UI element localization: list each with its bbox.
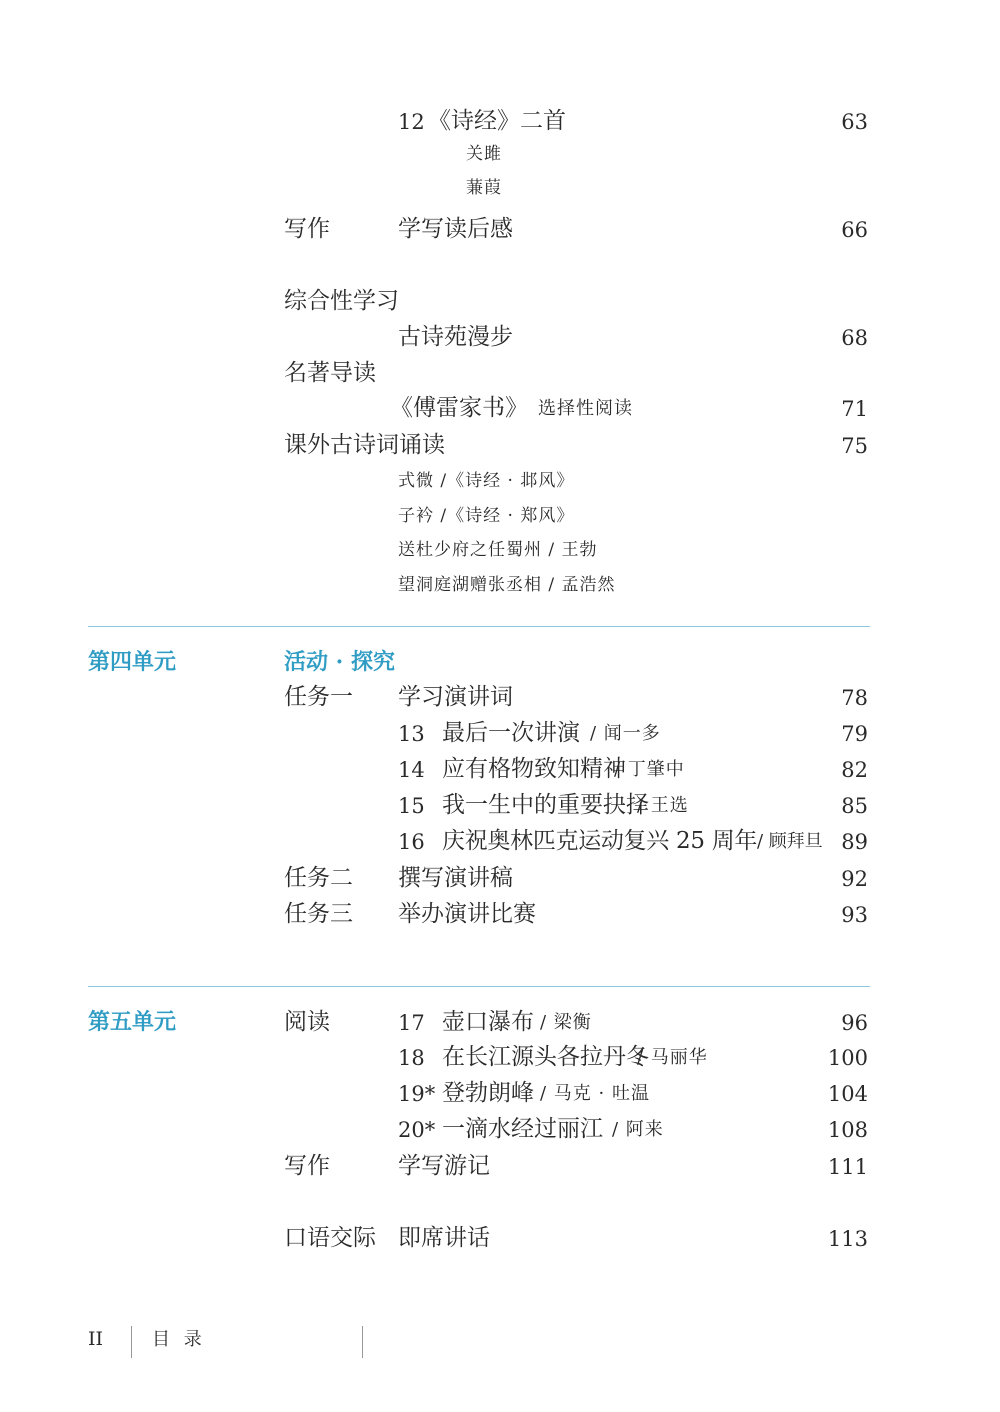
task-1-page: 78 (841, 686, 868, 710)
oral-label: 口语交际 (284, 1225, 376, 1251)
poem-jianjia[interactable]: 蒹葭 (466, 178, 502, 198)
writing-label: 写作 (284, 216, 330, 242)
lesson-author: / 马丽华 (637, 1047, 708, 1068)
task-3-title[interactable]: 举办演讲比赛 (398, 901, 536, 927)
lesson-title[interactable]: 登勃朗峰 (442, 1080, 534, 1106)
lesson-author: / 梁衡 (540, 1012, 592, 1033)
lesson-page: 82 (841, 758, 868, 782)
writing-page: 111 (827, 1155, 868, 1179)
poem-guanju[interactable]: 关雎 (466, 144, 502, 164)
lesson-number: 20* (398, 1118, 436, 1142)
lesson-number: 17 (398, 1011, 425, 1035)
writing-title[interactable]: 学写读后感 (398, 216, 513, 242)
footer-divider (362, 1326, 363, 1358)
task-1-title[interactable]: 学习演讲词 (398, 684, 513, 710)
unit-5-label[interactable]: 第五单元 (88, 1009, 177, 1035)
lesson-page: 104 (827, 1082, 868, 1106)
classics-title[interactable]: 《傅雷家书》 (390, 395, 528, 421)
lesson-author: / 阿来 (612, 1119, 664, 1140)
section-divider (88, 626, 870, 627)
unit-4-label[interactable]: 第四单元 (88, 649, 177, 675)
comprehensive-title[interactable]: 古诗苑漫步 (398, 324, 513, 350)
lesson-author: / 王选 (637, 795, 689, 816)
lesson-number: 18 (398, 1046, 425, 1070)
lesson-page: 100 (827, 1046, 868, 1070)
lesson-title[interactable]: 在长江源头各拉丹冬 (442, 1044, 649, 1070)
reading-label: 阅读 (284, 1009, 330, 1035)
task-2-page: 92 (841, 867, 868, 891)
lesson-page: 79 (841, 722, 868, 746)
extra-poem-item[interactable]: 子衿 /《诗经 · 郑风》 (398, 506, 575, 526)
writing-label: 写作 (284, 1153, 330, 1179)
task-1-label: 任务一 (284, 684, 353, 710)
oral-title[interactable]: 即席讲话 (398, 1225, 490, 1251)
lesson-page: 96 (841, 1011, 868, 1035)
lesson-page: 89 (841, 830, 868, 854)
lesson-number: 16 (398, 830, 425, 854)
extra-poem-item[interactable]: 送杜少府之任蜀州 / 王勃 (398, 540, 598, 560)
task-2-label: 任务二 (284, 865, 353, 891)
classics-label: 名著导读 (284, 360, 376, 386)
task-3-label: 任务三 (284, 901, 353, 927)
writing-title[interactable]: 学写游记 (398, 1153, 490, 1179)
lesson-title[interactable]: 我一生中的重要抉择 (442, 792, 649, 818)
extra-poems-page: 75 (841, 434, 868, 458)
page-number: II (88, 1328, 104, 1350)
footer-divider (131, 1326, 132, 1358)
lesson-title[interactable]: 应有格物致知精神 (442, 756, 626, 782)
lesson-author: / 顾拜旦 (757, 831, 823, 852)
classics-page: 71 (841, 397, 868, 421)
unit-4-heading: 活动 · 探究 (284, 649, 395, 675)
lesson-number: 14 (398, 758, 425, 782)
section-divider (88, 986, 870, 987)
lesson-12-page: 63 (841, 110, 868, 134)
lesson-author: / 丁肇中 (614, 759, 685, 780)
lesson-title[interactable]: 一滴水经过丽江 (442, 1116, 603, 1142)
lesson-page: 108 (827, 1118, 868, 1142)
oral-page: 113 (827, 1227, 868, 1251)
lesson-title[interactable]: 庆祝奥林匹克运动复兴 25 周年 (442, 828, 758, 854)
footer-section-title: 目 录 (152, 1329, 206, 1350)
extra-poems-label[interactable]: 课外古诗词诵读 (284, 432, 445, 458)
lesson-number: 19* (398, 1082, 436, 1106)
extra-poem-item[interactable]: 望洞庭湖赠张丞相 / 孟浩然 (398, 575, 616, 595)
comprehensive-page: 68 (841, 326, 868, 350)
lesson-page: 85 (841, 794, 868, 818)
lesson-12-number: 12 (398, 110, 425, 134)
writing-page: 66 (841, 218, 868, 242)
lesson-12-title[interactable]: 《诗经》二首 (428, 108, 566, 134)
comprehensive-label: 综合性学习 (284, 288, 399, 314)
classics-note: 选择性阅读 (538, 398, 633, 419)
lesson-author: / 闻一多 (590, 723, 661, 744)
lesson-number: 15 (398, 794, 425, 818)
task-3-page: 93 (841, 903, 868, 927)
lesson-number: 13 (398, 722, 425, 746)
task-2-title[interactable]: 撰写演讲稿 (398, 865, 513, 891)
extra-poem-item[interactable]: 式微 /《诗经 · 邶风》 (398, 471, 575, 491)
lesson-author: / 马克 · 吐温 (540, 1083, 650, 1104)
lesson-title[interactable]: 壶口瀑布 (442, 1009, 534, 1035)
lesson-title[interactable]: 最后一次讲演 (442, 720, 580, 746)
